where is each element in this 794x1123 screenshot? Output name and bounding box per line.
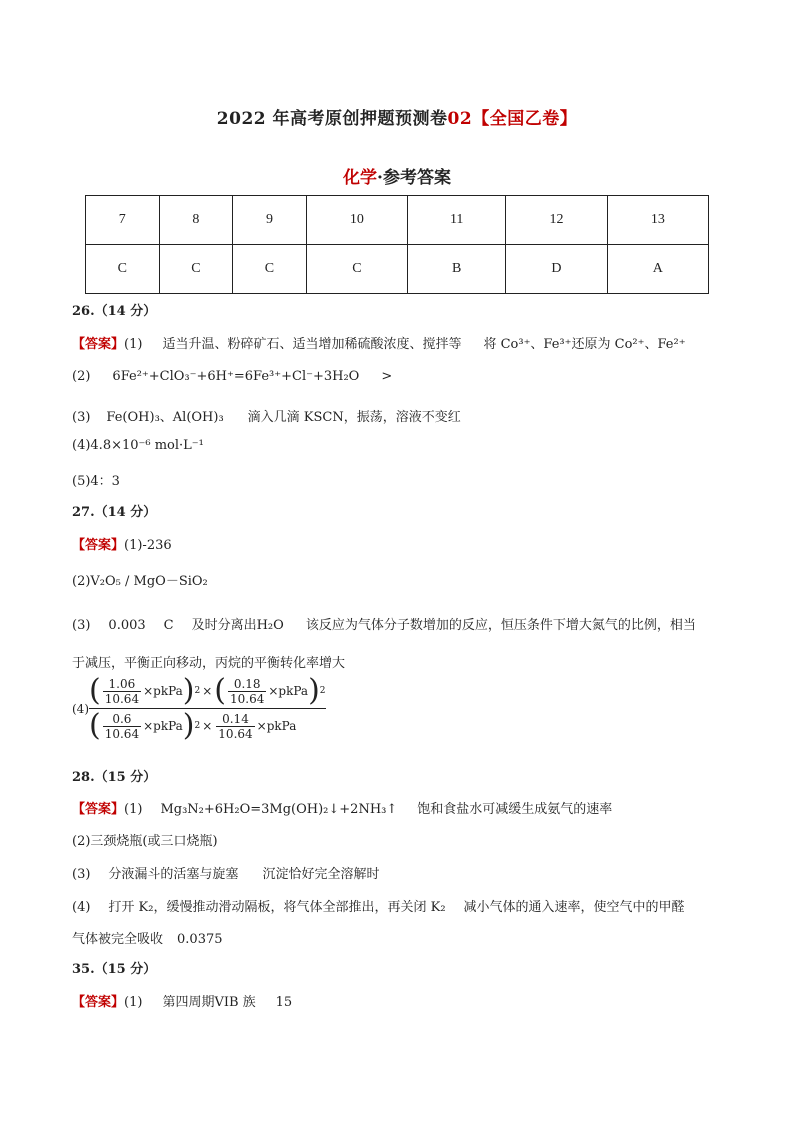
q28-part4: (4) 打开 K₂，缓慢推动滑动隔板，将气体全部推出，再关闭 K₂ 减小气体的通入速率，使空气中的甲醛	[72, 900, 685, 915]
answer-cell: C	[233, 245, 307, 294]
q27-part3-cont: 于减压，平衡正向移动，丙烷的平衡转化率增大	[72, 656, 346, 671]
answer-tag: 【答案】	[72, 337, 125, 352]
q26-part2: (2) 6Fe²⁺+ClO₃⁻+6H⁺=6Fe³⁺+Cl⁻+3H₂O >	[72, 369, 393, 384]
q-num-cell: 8	[159, 196, 233, 245]
page-title	[0, 104, 794, 129]
table-row-answers	[86, 245, 709, 294]
q-num-cell: 13	[607, 196, 708, 245]
q-num-cell: 7	[86, 196, 160, 245]
subtitle-rest: ·参考答案	[377, 168, 451, 188]
q27-part2: (2)V₂O₅ / MgO－SiO₂	[72, 574, 208, 589]
q27-part3: (3) 0.003 C 及时分离出H₂O 该反应为气体分子数增加的反应，恒压条件下增大氮气的比例，相当	[72, 618, 696, 633]
answer-tag: 【答案】	[72, 802, 125, 817]
q-num-cell: 11	[408, 196, 506, 245]
answer-cell: D	[506, 245, 607, 294]
q28-part1: 【答案】(1) Mg₃N₂+6H₂O=3Mg(OH)₂↓+2NH₃↑ 饱和食盐水可减缓生成氨气的速率	[72, 802, 613, 817]
q35-part1: 【答案】(1) 第四周期VIB 族 15	[72, 995, 293, 1010]
formula-numerator: ( $\frac{1.06}{10.64}$ ×pkPa ) 2 × ( $\frac{0.18}{10.64}$ ×pkPa ) 2	[89, 673, 326, 708]
q28-header: 28.（15 分）	[72, 770, 157, 785]
formula-denominator: ( $\frac{0.6}{10.64}$ ×pkPa ) 2 × $\frac{0.14}{10.64}$ ×pkPa	[89, 708, 326, 741]
table-row-questions	[86, 196, 709, 245]
answer-cell: C	[306, 245, 407, 294]
q28-part3: (3) 分液漏斗的活塞与旋塞 沉淀恰好完全溶解时	[72, 867, 380, 882]
q26-part3: (3) Fe(OH)₃、Al(OH)₃ 滴入几滴 KSCN，振荡，溶液不变红	[72, 410, 461, 425]
answer-table	[85, 195, 709, 294]
q27-part1: 【答案】(1)-236	[72, 538, 172, 553]
answer-cell: A	[607, 245, 708, 294]
q-num-cell: 10	[306, 196, 407, 245]
answer-cell: B	[408, 245, 506, 294]
q26-part5: (5)4：3	[72, 474, 120, 489]
q28-part4-cont: 气体被完全吸收 0.0375	[72, 932, 223, 947]
q28-part2: (2)三颈烧瓶(或三口烧瓶)	[72, 834, 218, 849]
title-bracket: 【全国乙卷】	[472, 109, 578, 129]
title-prefix: 2022 年高考原创押题预测卷	[216, 109, 448, 129]
answer-tag: 【答案】	[72, 995, 125, 1010]
q27-header: 27.（14 分）	[72, 505, 157, 520]
q27-part4-formula: (4) ( $\frac{1.06}{10.64}$ ×pkPa ) 2 × ( $\frac{0.18}{10.64}$ ×pkPa ) 2 ( $\frac{0.6}{10.64}$ ×pkPa ) 2 × $\frac{0.14}{10.64}$ ×pkPa	[72, 673, 326, 743]
answer-cell: C	[86, 245, 160, 294]
answer-tag: 【答案】	[72, 538, 125, 553]
q26-part4: (4)4.8×10⁻⁶ mol·L⁻¹	[72, 438, 204, 453]
q26-header: 26.（14 分）	[72, 304, 157, 319]
subtitle-subject: 化学	[343, 168, 378, 188]
q26-part1: 【答案】(1) 适当升温、粉碎矿石、适当增加稀硫酸浓度、搅拌等 将 Co³⁺、Fe³⁺还原为 Co²⁺、Fe²⁺	[72, 337, 686, 352]
title-number: 02	[447, 109, 473, 129]
page-subtitle	[0, 163, 794, 188]
q35-header: 35.（15 分）	[72, 962, 157, 977]
q-num-cell: 9	[233, 196, 307, 245]
answer-cell: C	[159, 245, 233, 294]
q-num-cell: 12	[506, 196, 607, 245]
